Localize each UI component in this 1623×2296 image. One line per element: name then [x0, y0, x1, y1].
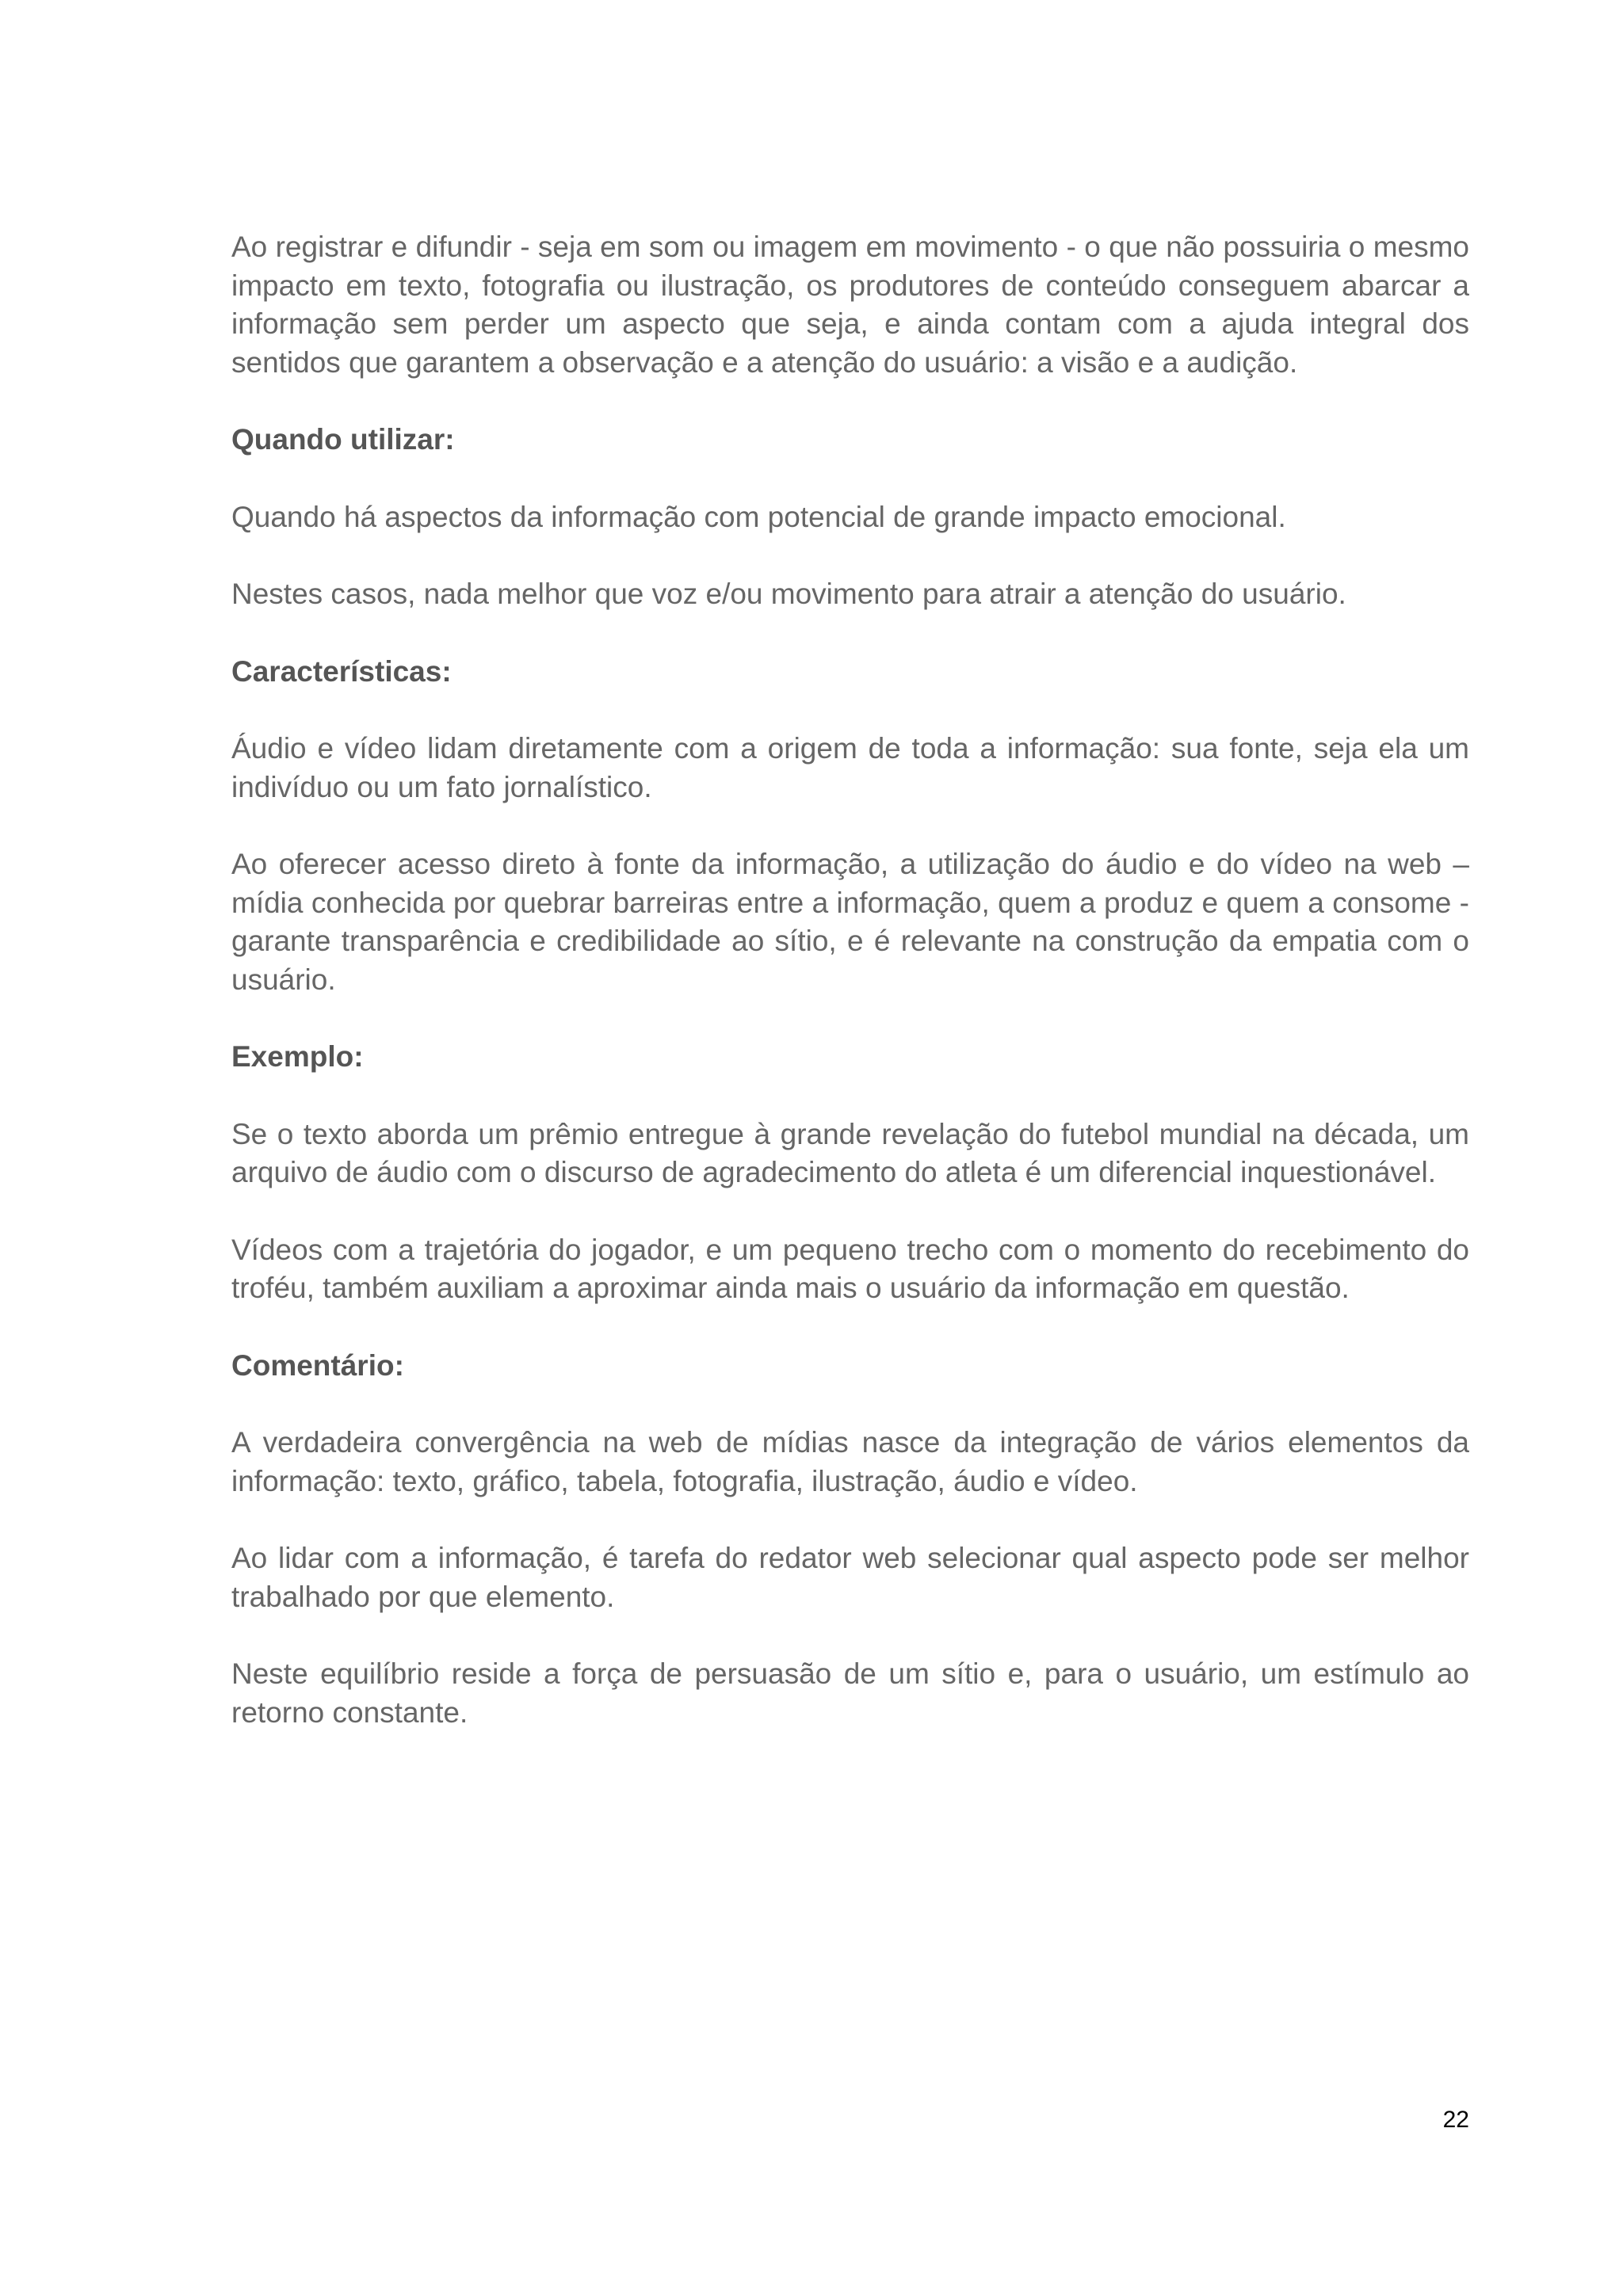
caracteristicas-paragraph-1: Áudio e vídeo lidam diretamente com a origem de toda a informação: sua fonte, seja ela um indivíduo ou um fato jornalístico. — [231, 732, 1469, 803]
intro-paragraph: Ao registrar e difundir - seja em som ou imagem em movimento - o que não possuiria o mesmo impacto em texto, fotografia ou ilustração, os produtores de conteúdo conseguem abarcar a informação sem perder um aspecto que seja, e ainda contam com a ajuda integral dos sentidos que garantem a observação e a atenção do usuário: a visão e a audição. — [231, 231, 1469, 379]
exemplo-paragraph-1: Se o texto aborda um prêmio entregue à grande revelação do futebol mundial na década, um arquivo de áudio com o discurso de agradecimento do atleta é um diferencial inquestionável. — [231, 1117, 1469, 1188]
page-content — [231, 228, 1469, 1771]
heading-comentario: Comentário: — [231, 1348, 404, 1382]
heading-quando-utilizar: Quando utilizar: — [231, 423, 455, 456]
exemplo-paragraph-2: Vídeos com a trajetória do jogador, e um pequeno trecho com o momento do recebimento do troféu, também auxiliam a aproximar ainda mais o usuário da informação em questão. — [231, 1233, 1469, 1304]
caracteristicas-paragraph-2: Ao oferecer acesso direto à fonte da informação, a utilização do áudio e do vídeo na web – mídia conhecida por quebrar barreiras entre a informação, quem a produz e quem a consome - garante transparência e credibilidade ao sítio, e é relevante na construção da empatia com o usuário. — [231, 848, 1469, 996]
comentario-paragraph-3: Neste equilíbrio reside a força de persuasão de um sítio e, para o usuário, um estímulo ao retorno constante. — [231, 1657, 1469, 1729]
page-number: 22 — [1442, 2107, 1469, 2133]
quando-utilizar-paragraph-1: Quando há aspectos da informação com potencial de grande impacto emocional. — [231, 500, 1286, 533]
quando-utilizar-paragraph-2: Nestes casos, nada melhor que voz e/ou movimento para atrair a atenção do usuário. — [231, 578, 1346, 610]
comentario-paragraph-1: A verdadeira convergência na web de mídias nasce da integração de vários elementos da informação: texto, gráfico, tabela, fotografia, ilustração, áudio e vídeo. — [231, 1426, 1469, 1497]
comentario-paragraph-2: Ao lidar com a informação, é tarefa do redator web selecionar qual aspecto pode ser melhor trabalhado por que elemento. — [231, 1542, 1469, 1613]
heading-caracteristicas: Características: — [231, 654, 452, 688]
heading-exemplo: Exemplo: — [231, 1040, 364, 1073]
